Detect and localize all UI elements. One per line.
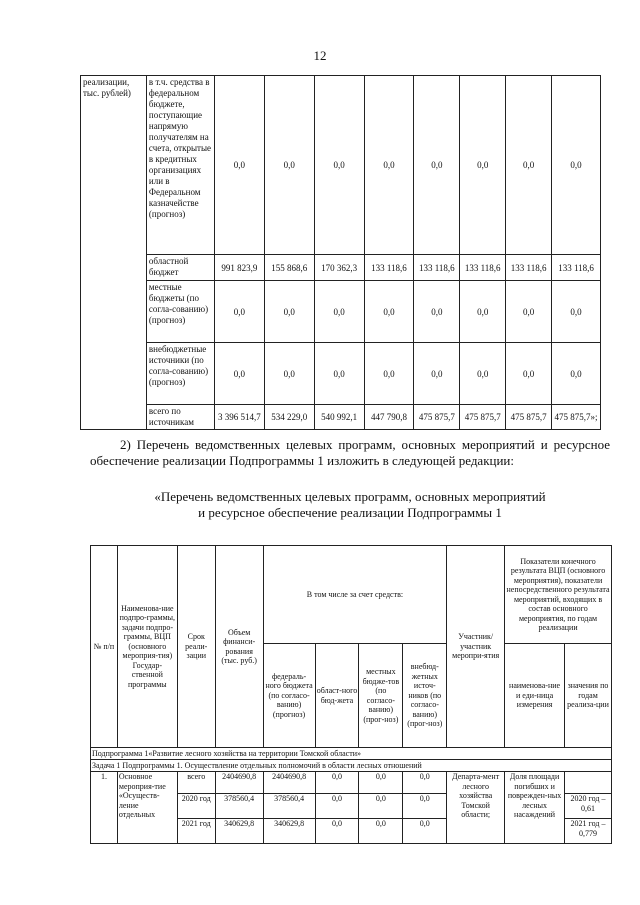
cell: 0,0 xyxy=(214,343,264,405)
cell: 0,0 xyxy=(214,281,264,343)
paragraph-2: 2) Перечень ведомственных целевых программ, основных мероприятий и ресурсное обеспечение реализации Подпрограммы 1 изложить в следующей редакции: xyxy=(90,437,610,468)
cell: 0,0 xyxy=(460,281,506,343)
cell: 0,0 xyxy=(264,76,314,255)
header-name: Наименова-ние подпро-граммы, задачи подпро-граммы, ВЦП (основного мероприя-тия) Государ-ственной программы xyxy=(117,546,177,748)
header-extra: внебюд-жетных источ-ников (по согласо-ванию) (прог-ноз) xyxy=(403,644,447,748)
table-row xyxy=(81,405,601,430)
cell: 133 118,6 xyxy=(552,255,601,281)
cell: 0,0 xyxy=(314,343,364,405)
cell: 0,0 xyxy=(364,343,414,405)
row-label: всего по источникам xyxy=(146,405,214,430)
cell: 0,0 xyxy=(364,281,414,343)
header-indicator-name: наименова-ние и еди-ница измерения xyxy=(505,644,565,748)
header-federal: федераль-ного бюджета (по согласо-ванию) (прогноз) xyxy=(263,644,315,748)
cell: 0,0 xyxy=(414,76,460,255)
table-row xyxy=(81,76,601,255)
cell-extra: 0,0 xyxy=(403,819,447,844)
table-row xyxy=(81,343,601,405)
cell: 475 875,7»; xyxy=(552,405,601,430)
cell-local: 0,0 xyxy=(359,794,403,819)
header-participant: Участник/ участник меропри-ятия xyxy=(447,546,505,748)
cell: 0,0 xyxy=(506,281,552,343)
cell: 0,0 xyxy=(264,281,314,343)
row-label: местные бюджеты (по согла-сованию) (прогноз) xyxy=(146,281,214,343)
cell-extra: 0,0 xyxy=(403,794,447,819)
header-local: местных бюдже-тов (по согласо-ванию) (прог-ноз) xyxy=(359,644,403,748)
cell-volume: 2404690,8 xyxy=(215,772,263,794)
cell-extra: 0,0 xyxy=(403,772,447,794)
header-including: В том числе за счет средств: xyxy=(263,546,447,644)
cell: 0,0 xyxy=(214,76,264,255)
cell-regional: 0,0 xyxy=(315,794,359,819)
cell: 133 118,6 xyxy=(460,255,506,281)
cell: 447 790,8 xyxy=(364,405,414,430)
cell: 133 118,6 xyxy=(364,255,414,281)
funding-table xyxy=(80,75,601,430)
task-title: Задача 1 Подпрограммы 1. Осуществление отдельных полномочий в области лесных отношений xyxy=(91,760,612,772)
header-term: Срок реали-зации xyxy=(177,546,215,748)
cell: 0,0 xyxy=(552,281,601,343)
cell-regional: 0,0 xyxy=(315,772,359,794)
row-label: в т.ч. средства в федеральном бюджете, поступающие напрямую получателям на счета, открытые в кредитных организациях или в Федеральном казначействе (прогноз) xyxy=(146,76,214,255)
header-regional: област-ного бюд-жета xyxy=(315,644,359,748)
cell-term: всего xyxy=(177,772,215,794)
cell-term: 2020 год xyxy=(177,794,215,819)
indicator-name: Доля площади погибших и поврежден-ных лесных насаждений xyxy=(505,772,565,844)
item-num: 1. xyxy=(91,772,118,844)
cell: 475 875,7 xyxy=(506,405,552,430)
subprogram-row xyxy=(91,748,612,760)
cell-local: 0,0 xyxy=(359,819,403,844)
cell: 133 118,6 xyxy=(414,255,460,281)
cell: 155 868,6 xyxy=(264,255,314,281)
table-row xyxy=(81,281,601,343)
cell: 0,0 xyxy=(314,76,364,255)
cell: 0,0 xyxy=(364,76,414,255)
cell-volume: 340629,8 xyxy=(215,819,263,844)
subprogram-title: Подпрограмма 1«Развитие лесного хозяйства на территории Томской области» xyxy=(91,748,612,760)
cell-local: 0,0 xyxy=(359,772,403,794)
cell-regional: 0,0 xyxy=(315,819,359,844)
cell-indicator-value xyxy=(565,772,612,794)
table-row xyxy=(91,772,612,794)
cell-federal: 378560,4 xyxy=(263,794,315,819)
cell: 3 396 514,7 xyxy=(214,405,264,430)
row-label: областной бюджет xyxy=(146,255,214,281)
cell: 0,0 xyxy=(414,281,460,343)
cell: 0,0 xyxy=(552,76,601,255)
section-title xyxy=(90,489,610,521)
page-number: 12 xyxy=(313,48,327,63)
header-row xyxy=(91,546,612,644)
cell: 170 362,3 xyxy=(314,255,364,281)
task-row xyxy=(91,760,612,772)
cell: 991 823,9 xyxy=(214,255,264,281)
cell-volume: 378560,4 xyxy=(215,794,263,819)
cell: 0,0 xyxy=(506,343,552,405)
row-label: внебюджетные источники (по согла-сованию) (прогноз) xyxy=(146,343,214,405)
cell: 0,0 xyxy=(460,343,506,405)
header-indicator-values: значения по годам реализа-ции xyxy=(565,644,612,748)
header-num: № п/п xyxy=(91,546,118,748)
cell: 133 118,6 xyxy=(506,255,552,281)
header-volume: Объем финанси-рования (тыс. руб.) xyxy=(215,546,263,748)
cell-federal: 340629,8 xyxy=(263,819,315,844)
first-col-label: реализации, тыс. рублей) xyxy=(81,76,147,430)
program-table xyxy=(90,545,612,844)
header-indicators: Показатели конечного результата ВЦП (основного мероприятия), показатели непосредственного результата мероприятий, входящих в состав основного мероприятия, по годам реализации xyxy=(505,546,612,644)
cell: 475 875,7 xyxy=(414,405,460,430)
cell-term: 2021 год xyxy=(177,819,215,844)
cell: 0,0 xyxy=(552,343,601,405)
cell: 540 992,1 xyxy=(314,405,364,430)
cell-federal: 2404690,8 xyxy=(263,772,315,794)
cell: 0,0 xyxy=(264,343,314,405)
table-row xyxy=(81,255,601,281)
participant: Департа-мент лесного хозяйства Томской области; xyxy=(447,772,505,844)
cell-indicator-value: 2021 год – 0,779 xyxy=(565,819,612,844)
cell: 475 875,7 xyxy=(460,405,506,430)
cell-indicator-value: 2020 год – 0,61 xyxy=(565,794,612,819)
cell: 0,0 xyxy=(314,281,364,343)
section-title-line2: и ресурсное обеспечение реализации Подпрограммы 1 xyxy=(198,505,502,520)
cell: 534 229,0 xyxy=(264,405,314,430)
item-name: Основное мероприя-тие «Осуществ-ление отдельных xyxy=(117,772,177,844)
section-title-line1: «Перечень ведомственных целевых программ, основных мероприятий xyxy=(154,489,546,504)
cell: 0,0 xyxy=(506,76,552,255)
cell: 0,0 xyxy=(414,343,460,405)
cell: 0,0 xyxy=(460,76,506,255)
